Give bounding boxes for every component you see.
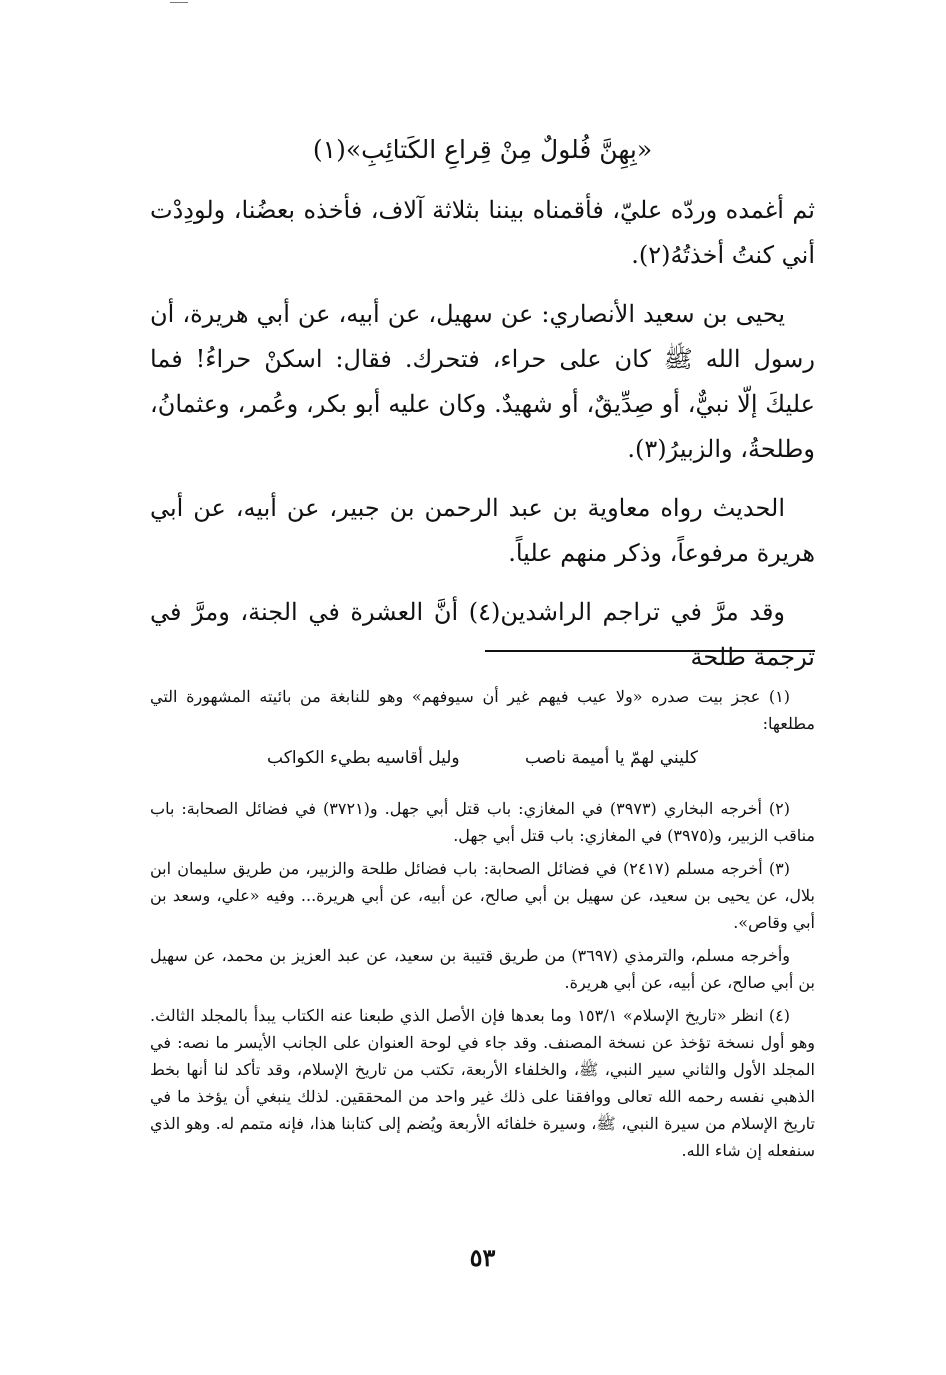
paragraph-2: يحيى بن سعيد الأنصاري: عن سهيل، عن أبيه، عن أبي هريرة، أن رسول الله ﷺ كان على حراء، فتحرك. فقال: اسكنْ حراءُ! فما عليكَ إلّا نبيٌّ، أو صِدِّيقٌ، أو شهيدٌ. وكان عليه أبو بكر، وعُمر، وعثمانُ، وطلحةُ، والزبيرُ(٣). — [150, 300, 815, 463]
footnote-1-verse — [150, 743, 815, 773]
paragraph-4: وقد مرَّ في تراجم الراشدين(٤) أنَّ العشرة في الجنة، ومرَّ في ترجمة طلحة — [150, 598, 815, 671]
footnote-4: (٤) انظر «تاريخ الإسلام» ١٥٣/١ وما بعدها فإن الأصل الذي طبعنا عنه الكتاب يبدأ بالمجلد الثالث. وهو أول نسخة تؤخذ عن نسخة المصنف. وقد جاء في لوحة العنوان على الجانب الأيسر ما نصه: في المجلد الأول والثاني سير النبي، ﷺ، والخلفاء الأربعة، تكتب من تاريخ الإسلام، وقد تأكد لنا أنها بخط الذهبي نفسه رحمه الله تعالى ووافقنا على ذلك غير واحد من المحققين. لذلك ينبغي أن يؤخذ ما في تاريخ الإسلام من سيرة النبي، ﷺ، وسيرة خلفائه الأربعة ويُضم إلى كتابنا هذا، فإنه متمم له. وهو الذي سنفعله إن شاء الله. — [150, 1006, 816, 1160]
paragraph-3: الحديث رواه معاوية بن عبد الرحمن بن جبير، عن أبيه، عن أبي هريرة مرفوعاً، وذكر منهم علياً. — [150, 494, 815, 567]
book-page — [150, 0, 815, 1375]
footnote-1: (١) عجز بيت صدره «ولا عيب فيهم غير أن سيوفهم» وهو للنابغة من بائيته المشهورة التي مطلعها: — [150, 687, 815, 733]
footnote-separator — [485, 650, 815, 652]
main-text — [150, 188, 815, 694]
footnote-3-continued: وأخرجه مسلم، والترمذي (٣٦٩٧) من طريق قتيبة بن سعيد، عن عبد العزيز بن محمد، عن سهيل بن أبي صالح، عن أبيه، عن أبي هريرة. — [150, 946, 815, 992]
verse-hemistich-1: كليني لهمّ يا أميمة ناصب — [525, 748, 698, 768]
paragraph-1: ثم أغمده وردّه عليّ، فأقمناه بيننا بثلاثة آلاف، فأخذه بعضُنا، ولودِدْت أني كنتُ أخذتُهُ(٢). — [150, 196, 815, 269]
verse-heading: «بِهِنَّ فُلولٌ مِنْ قِراعِ الكَتائِبِ»(١) — [312, 135, 653, 164]
footnotes — [150, 683, 815, 1170]
page-number: ٥٣ — [469, 1243, 496, 1272]
footnote-2: (٢) أخرجه البخاري (٣٩٧٣) في المغازي: باب قتل أبي جهل. و(٣٧٢١) في فضائل الصحابة: باب مناقب الزبير، و(٣٩٧٥) في المغازي: باب قتل أبي جهل. — [150, 799, 815, 845]
verse-hemistich-2: وليل أقاسيه بطيء الكواكب — [267, 748, 460, 768]
footnote-3: (٣) أخرجه مسلم (٢٤١٧) في فضائل الصحابة: باب فضائل طلحة والزبير، من طريق سليمان ابن بلال، عن يحيى بن سعيد، عن سهيل بن أبي صالح، عن أبيه، عن أبي هريرة... وفيه «علي، وسعد بن أبي وقاص». — [150, 859, 815, 932]
